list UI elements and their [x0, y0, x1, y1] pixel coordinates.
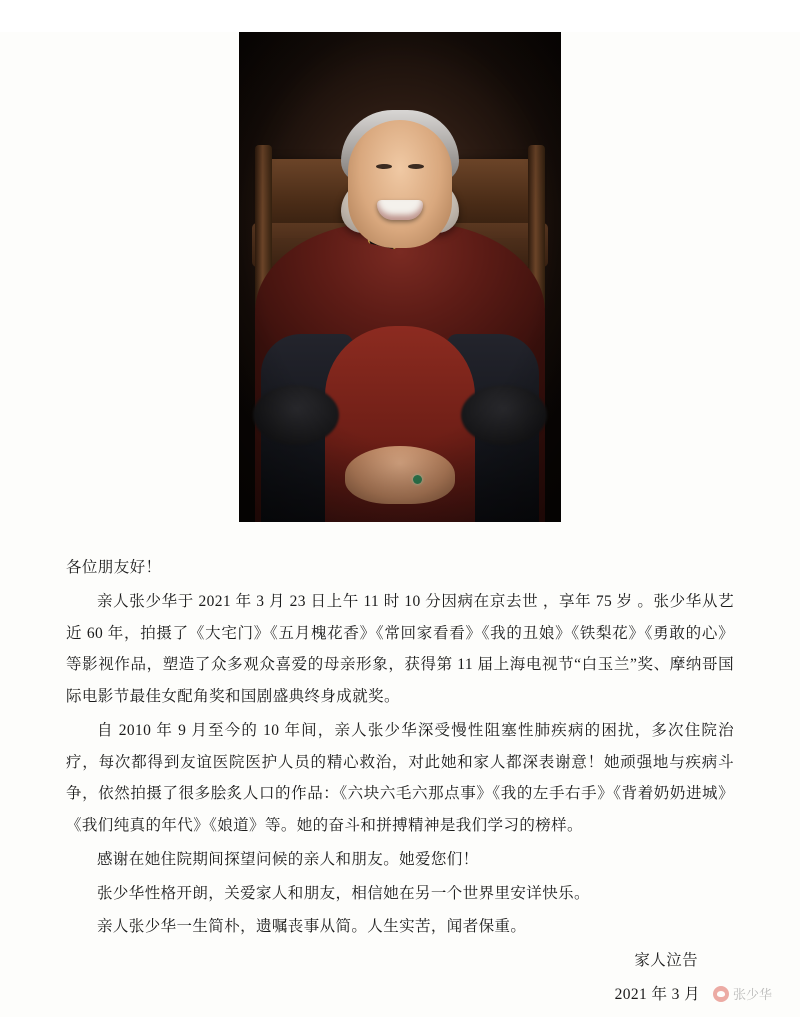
- weibo-icon: [713, 986, 729, 1002]
- paragraph-3: 感谢在她住院期间探望问候的亲人和朋友。她爱您们！: [97, 850, 479, 868]
- paragraph-2: 自 2010 年 9 月至今的 10 年间，亲人张少华深受慢性阻塞性肺疾病的困扰，多次住院治疗，每次都得到友谊医院医护人员的精心救治，对此她和家人都深表谢意！她顽强地与疾病斗争，依然拍摄了很多脍炙人口的作品：《六块六毛六那点事》《我的左手右手》《背着奶奶进城》《我们纯真的年代》《娘道》等。她的奋斗和拼搏精神是我们学习的榜样。: [66, 721, 734, 835]
- photo-vignette: [239, 32, 561, 522]
- paragraph-1: 亲人张少华于 2021 年 3 月 23 日上午 11 时 10 分因病在京去世 ，享年 75 岁 。张少华从艺近 60 年，拍摄了《大宅门》《五月槐花香》《常回家看看》《我的丑娘》《铁梨花》《勇敢的心》等影视作品，塑造了众多观众喜爱的母亲形象，获得第 11 届上海电视节“白玉兰”奖、摩纳哥国际电影节最佳女配角奖和国剧盛典终身成就奖。: [66, 592, 734, 706]
- photo-content: [239, 32, 561, 522]
- paragraph-5: 亲人张少华一生简朴，遗嘱丧事从简。人生实苦，闻者保重。: [97, 918, 527, 936]
- letter-body: [0, 522, 800, 1011]
- document-page: [0, 32, 800, 1017]
- watermark: [713, 984, 772, 1003]
- salutation: 各位朋友好！: [66, 559, 162, 576]
- signature: 家人泣告: [634, 952, 698, 970]
- date-line: 2021 年 3 月: [614, 985, 700, 1003]
- watermark-text: 张少华: [732, 987, 772, 1002]
- paragraph-4: 张少华性格开朗，关爱家人和朋友，相信她在另一个世界里安详快乐。: [97, 884, 590, 902]
- portrait-photo: [239, 32, 561, 522]
